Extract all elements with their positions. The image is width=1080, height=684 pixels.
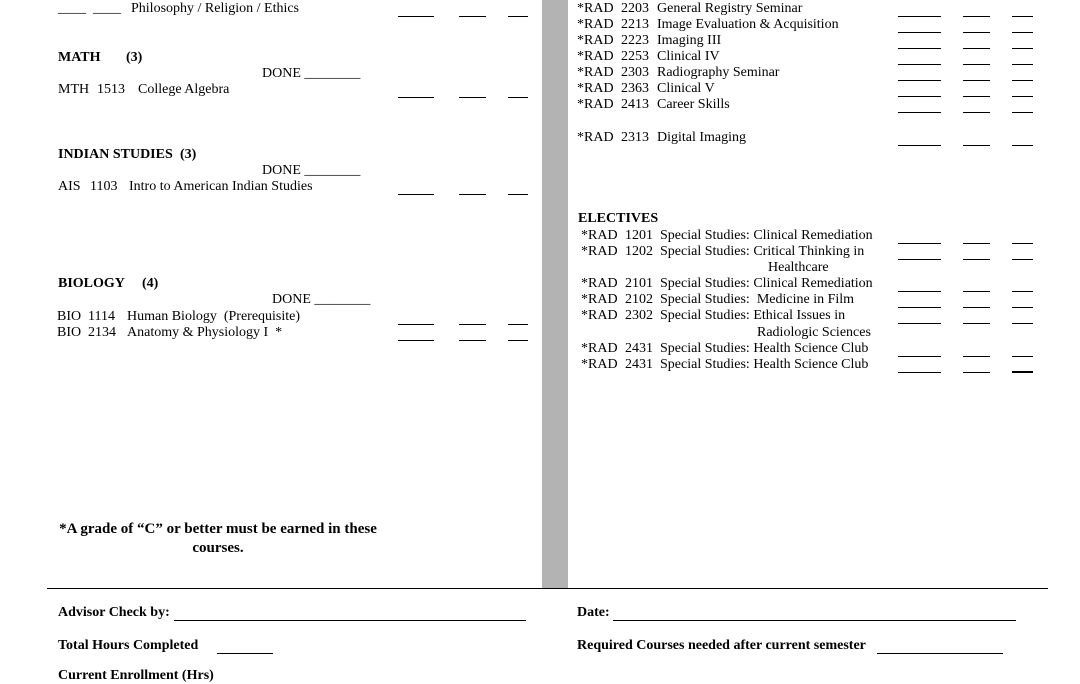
- course-number: 2102: [625, 292, 653, 307]
- course-title: Special Studies: Clinical Remediation: [660, 228, 873, 243]
- required-courses-label: Required Courses needed after current semester: [577, 638, 866, 653]
- blank-line[interactable]: [398, 97, 434, 98]
- course-prefix: *RAD: [581, 244, 618, 259]
- blank-line[interactable]: [963, 80, 990, 81]
- blank-line[interactable]: [459, 324, 486, 325]
- blank-line[interactable]: [398, 324, 434, 325]
- blank-line[interactable]: [1012, 243, 1033, 244]
- course-number: 2134: [88, 325, 116, 340]
- blank-line[interactable]: [898, 307, 941, 308]
- course-prefix: *RAD: [577, 130, 614, 145]
- blank-line[interactable]: [898, 48, 941, 49]
- blank-line[interactable]: [963, 291, 990, 292]
- blank-line[interactable]: [963, 16, 990, 17]
- course-title-cont: Healthcare: [768, 260, 829, 275]
- course-title: Image Evaluation & Acquisition: [657, 17, 839, 32]
- current-enrollment-label: Current Enrollment (Hrs): [58, 668, 214, 683]
- course-prefix: *RAD: [577, 33, 614, 48]
- blank-line[interactable]: [1012, 259, 1033, 260]
- math-heading: MATH: [58, 50, 101, 65]
- blank-line[interactable]: [898, 16, 941, 17]
- total-hours-label: Total Hours Completed: [58, 638, 199, 653]
- blank-line[interactable]: [898, 356, 941, 357]
- course-prefix: *RAD: [577, 1, 614, 16]
- course-number: 2302: [625, 308, 653, 323]
- math-done: DONE ________: [262, 66, 361, 81]
- blank-line[interactable]: [398, 194, 434, 195]
- course-prefix: *RAD: [581, 228, 618, 243]
- column-divider: [542, 0, 568, 588]
- blank-line[interactable]: [898, 32, 941, 33]
- course-number: 2431: [625, 341, 653, 356]
- blank-line[interactable]: [459, 340, 486, 341]
- course-prefix: *RAD: [581, 357, 618, 372]
- course-title: Clinical IV: [657, 49, 720, 64]
- blank-line[interactable]: [963, 356, 990, 357]
- blank-line[interactable]: [963, 323, 990, 324]
- course-number: 1513: [97, 82, 125, 97]
- blank-line[interactable]: [1012, 371, 1033, 373]
- course-number: 2431: [625, 357, 653, 372]
- math-hours: (3): [126, 50, 143, 65]
- philosophy-blanks: ____ ____: [58, 1, 121, 16]
- blank-line[interactable]: [1012, 16, 1033, 17]
- blank-line[interactable]: [963, 32, 990, 33]
- blank-line[interactable]: [898, 145, 941, 146]
- course-prefix: *RAD: [577, 65, 614, 80]
- blank-line[interactable]: [1012, 48, 1033, 49]
- blank-line[interactable]: [1012, 307, 1033, 308]
- blank-line[interactable]: [963, 259, 990, 260]
- blank-line[interactable]: [1012, 96, 1033, 97]
- blank-line[interactable]: [898, 243, 941, 244]
- blank-line[interactable]: [1012, 356, 1033, 357]
- grade-note: *A grade of “C” or better must be earned in these courses.: [59, 521, 377, 556]
- blank-line[interactable]: [898, 80, 941, 81]
- footer-rule: [47, 588, 1048, 589]
- blank-line[interactable]: [1012, 64, 1033, 65]
- blank-line[interactable]: [398, 340, 434, 341]
- course-number: 2413: [621, 97, 649, 112]
- blank-line[interactable]: [459, 194, 486, 195]
- course-prefix: BIO: [57, 309, 82, 324]
- course-prefix: *RAD: [581, 308, 618, 323]
- course-title: Digital Imaging: [657, 130, 747, 145]
- course-prefix: *RAD: [577, 97, 614, 112]
- blank-line[interactable]: [898, 323, 941, 324]
- course-number: 2313: [621, 130, 649, 145]
- course-title: College Algebra: [138, 82, 230, 97]
- blank-line[interactable]: [1012, 112, 1033, 113]
- course-title: Special Studies: Clinical Remediation: [660, 276, 873, 291]
- course-number: 2253: [621, 49, 649, 64]
- blank-line[interactable]: [1012, 145, 1033, 146]
- blank-line[interactable]: [1012, 80, 1033, 81]
- blank-line[interactable]: [963, 96, 990, 97]
- course-title: Special Studies: Critical Thinking in: [660, 244, 865, 259]
- philosophy-label: Philosophy / Religion / Ethics: [131, 1, 300, 16]
- date-label: Date:: [577, 605, 610, 620]
- course-number: 2213: [621, 17, 649, 32]
- course-prefix: *RAD: [581, 276, 618, 291]
- blank-line[interactable]: [508, 16, 528, 17]
- advisor-check-field[interactable]: [174, 620, 526, 621]
- course-number: 2101: [625, 276, 653, 291]
- course-number: 2223: [621, 33, 649, 48]
- blank-line[interactable]: [898, 259, 941, 260]
- electives-heading: ELECTIVES: [578, 211, 659, 226]
- blank-line[interactable]: [898, 291, 941, 292]
- course-title: Special Studies: Medicine in Film: [660, 292, 855, 307]
- blank-line[interactable]: [1012, 32, 1033, 33]
- blank-line[interactable]: [1012, 323, 1033, 324]
- total-hours-field[interactable]: [217, 653, 273, 654]
- course-title: Special Studies: Health Science Club: [660, 357, 869, 372]
- blank-line[interactable]: [459, 16, 486, 17]
- blank-line[interactable]: [898, 112, 941, 113]
- course-number: 2363: [621, 81, 649, 96]
- course-title: Clinical V: [657, 81, 715, 96]
- course-number: 2203: [621, 1, 649, 16]
- course-prefix: *RAD: [577, 17, 614, 32]
- blank-line[interactable]: [459, 97, 486, 98]
- course-prefix: MTH: [58, 82, 90, 97]
- blank-line[interactable]: [963, 112, 990, 113]
- course-prefix: *RAD: [581, 341, 618, 356]
- course-number: 1103: [90, 179, 118, 194]
- course-title: Special Studies: Ethical Issues in: [660, 308, 846, 323]
- course-title-cont: Radiologic Sciences: [757, 325, 871, 340]
- blank-line[interactable]: [508, 194, 528, 195]
- blank-line[interactable]: [1012, 291, 1033, 292]
- course-title: Radiography Seminar: [657, 65, 780, 80]
- indian-heading: INDIAN STUDIES: [58, 147, 173, 162]
- blank-line[interactable]: [963, 48, 990, 49]
- date-field[interactable]: [613, 620, 1016, 621]
- course-title: Human Biology (Prerequisite): [127, 309, 301, 324]
- blank-line[interactable]: [898, 96, 941, 97]
- blank-line[interactable]: [898, 372, 941, 373]
- indian-hours: (3): [180, 147, 197, 162]
- course-number: 1114: [88, 309, 115, 324]
- course-number: 1202: [625, 244, 653, 259]
- biology-heading: BIOLOGY: [58, 276, 125, 291]
- required-courses-field[interactable]: [877, 653, 1003, 654]
- blank-line[interactable]: [398, 16, 434, 17]
- course-prefix: AIS: [58, 179, 81, 194]
- course-prefix: BIO: [57, 325, 82, 340]
- blank-line[interactable]: [508, 340, 528, 341]
- blank-line[interactable]: [963, 64, 990, 65]
- advisor-check-label: Advisor Check by:: [58, 605, 170, 620]
- blank-line[interactable]: [963, 307, 990, 308]
- course-title: General Registry Seminar: [657, 1, 803, 16]
- course-prefix: *RAD: [577, 49, 614, 64]
- blank-line[interactable]: [508, 324, 528, 325]
- biology-hours: (4): [142, 276, 159, 291]
- blank-line[interactable]: [508, 97, 528, 98]
- course-number: 2303: [621, 65, 649, 80]
- blank-line[interactable]: [963, 243, 990, 244]
- biology-done: DONE ________: [272, 292, 371, 307]
- course-title: Anatomy & Physiology I *: [127, 325, 283, 340]
- course-title: Imaging III: [657, 33, 722, 48]
- course-number: 1201: [625, 228, 653, 243]
- course-prefix: *RAD: [577, 81, 614, 96]
- blank-line[interactable]: [963, 372, 990, 373]
- blank-line[interactable]: [898, 64, 941, 65]
- course-title: Career Skills: [657, 97, 730, 112]
- course-prefix: *RAD: [581, 292, 618, 307]
- course-title: Special Studies: Health Science Club: [660, 341, 869, 356]
- course-title: Intro to American Indian Studies: [129, 179, 313, 194]
- indian-done: DONE ________: [262, 163, 361, 178]
- blank-line[interactable]: [963, 145, 990, 146]
